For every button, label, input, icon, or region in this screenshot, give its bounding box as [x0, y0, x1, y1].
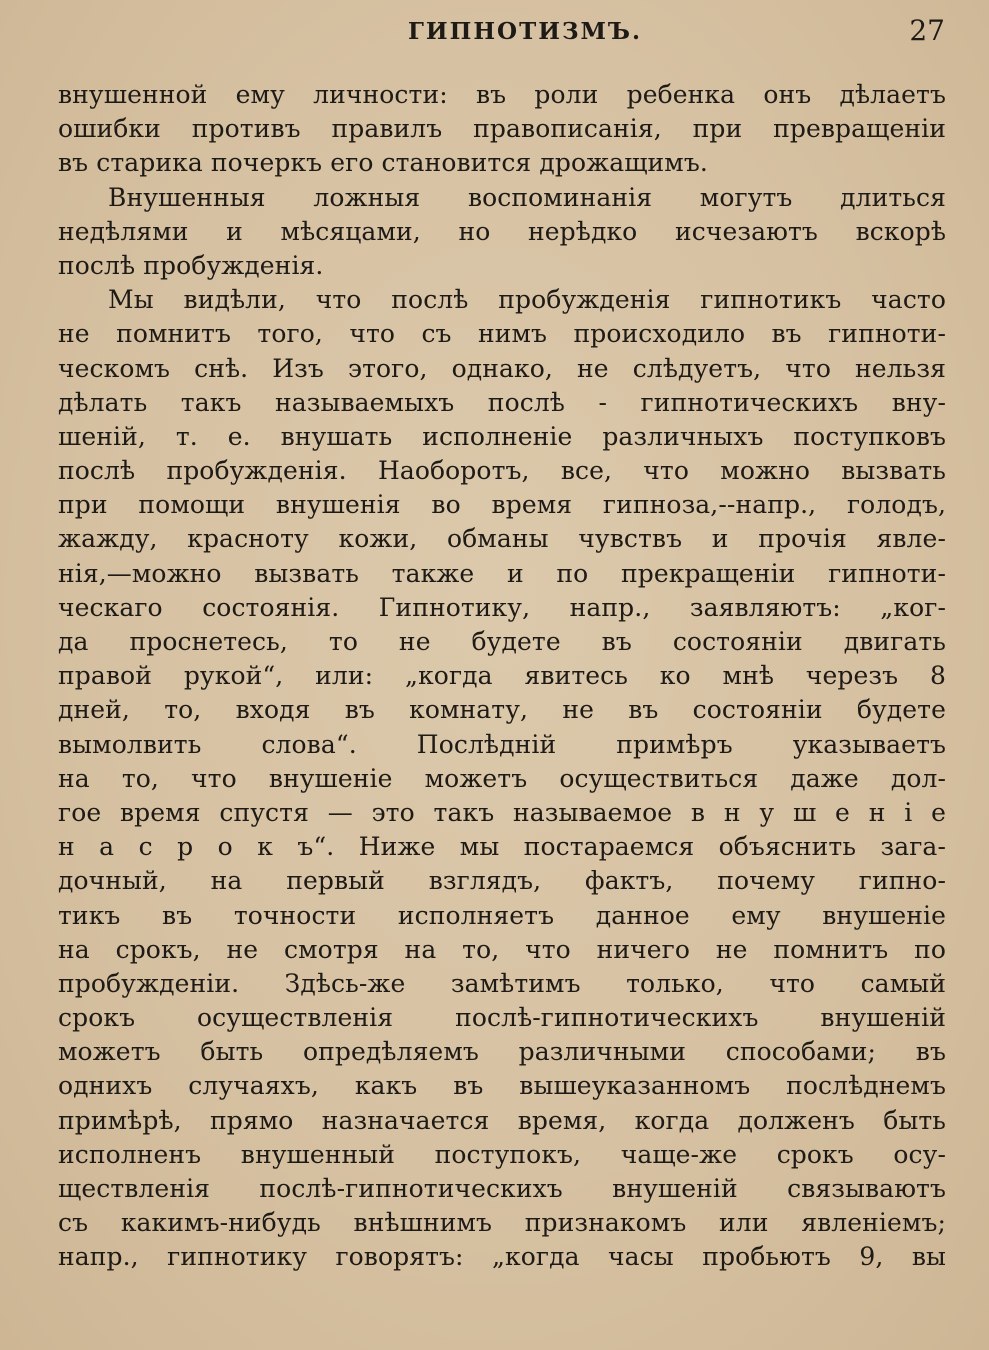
text-line: недѣлями и мѣсяцами, но нерѣдко исчезаютъ вскорѣ — [58, 216, 946, 246]
text-line: въ старика почеркъ его становится дрожащимъ. — [58, 148, 708, 178]
text-line: при помощи внушенія во время гипноза,--напр., голодъ, — [58, 490, 946, 520]
text-line: дочный, на первый взглядъ, фактъ, почему гипно- — [58, 866, 946, 896]
text-line: однихъ случаяхъ, какъ въ вышеуказанномъ послѣднемъ — [58, 1071, 946, 1101]
text-line: гое время спустя — это такъ называемое в н у ш е н і е — [58, 797, 946, 827]
running-title: ГИПНОТИЗМЪ. — [408, 18, 642, 45]
text-line: внушенной ему личности: въ роли ребенка онъ дѣлаетъ — [58, 80, 946, 109]
body-text — [58, 78, 946, 1275]
text-line: н а с р о к ъ“. Ниже мы постараемся объяснить зага- — [58, 832, 946, 862]
text-line: правой рукой“, или: „когда явитесь ко мнѣ черезъ 8 — [58, 661, 946, 691]
page-number: 27 — [909, 14, 945, 47]
text-line: ошибки противъ правилъ правописанія, при превращеніи — [58, 114, 946, 144]
text-line: послѣ пробужденія. Наоборотъ, все, что можно вызвать — [58, 456, 946, 486]
text-line: шеній, т. е. внушать исполненіе различныхъ поступковъ — [58, 421, 946, 451]
text-line: ческомъ снѣ. Изъ этого, однако, не слѣдуетъ, что нельзя — [58, 353, 946, 383]
text-line: вымолвить слова“. Послѣдній примѣръ указываетъ — [58, 729, 946, 759]
text-line: не помнитъ того, что съ нимъ происходило въ гипноти- — [58, 319, 946, 349]
text-line: Мы видѣли, что послѣ пробужденія гипнотикъ часто — [108, 285, 946, 315]
text-line: напр., гипнотику говорятъ: „когда часы пробьютъ 9, вы — [58, 1242, 946, 1272]
text-line: на срокъ, не смотря на то, что ничего не помнитъ по — [58, 934, 946, 964]
text-line: пробужденіи. Здѣсь-же замѣтимъ только, что самый — [58, 968, 946, 998]
text-line: дней, то, входя въ комнату, не въ состояніи будете — [58, 695, 946, 725]
text-line: жажду, красноту кожи, обманы чувствъ и прочія явле- — [58, 524, 946, 554]
text-line: да проснетесь, то не будете въ состояніи двигать — [58, 627, 946, 656]
text-line: Внушенныя ложныя воспоминанія могутъ длиться — [108, 182, 946, 212]
text-line: ческаго состоянія. Гипнотику, напр., заявляютъ: „ког- — [58, 592, 946, 622]
text-line: тикъ въ точности исполняетъ данное ему внушеніе — [58, 900, 946, 930]
text-line: исполненъ внушенный поступокъ, чаще-же срокъ осу- — [58, 1139, 946, 1169]
text-line: на то, что внушеніе можетъ осуществиться даже дол- — [58, 763, 946, 793]
text-line: срокъ осуществленія послѣ-гипнотическихъ внушеній — [58, 1003, 946, 1033]
text-line: ществленія послѣ-гипнотическихъ внушеній связываютъ — [58, 1174, 946, 1203]
running-head — [0, 14, 989, 50]
text-line: послѣ пробужденія. — [58, 250, 324, 280]
text-line: можетъ быть опредѣляемъ различными способами; въ — [58, 1037, 946, 1067]
text-line: дѣлать такъ называемыхъ послѣ - гипнотическихъ вну- — [58, 387, 946, 417]
text-line: съ какимъ-нибудь внѣшнимъ признакомъ или явленіемъ; — [58, 1208, 946, 1238]
text-line: примѣрѣ, прямо назначается время, когда долженъ быть — [58, 1105, 946, 1135]
text-line: нія,—можно вызвать также и по прекращеніи гипноти- — [58, 558, 946, 588]
